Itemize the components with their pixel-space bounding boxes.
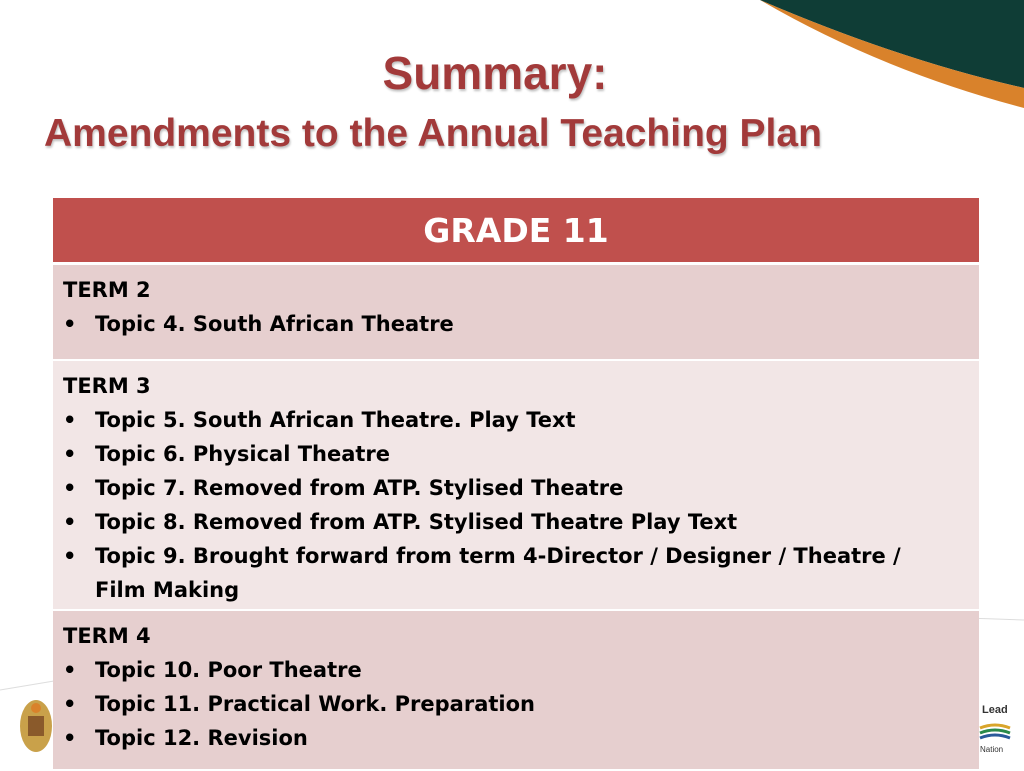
term-row-3 bbox=[53, 361, 979, 611]
topic-item bbox=[63, 307, 969, 341]
topic-text: Topic 8. Removed from ATP. Stylised Theatre Play Text bbox=[95, 510, 738, 534]
topic-item bbox=[63, 505, 969, 539]
topic-text: Topic 4. South African Theatre bbox=[95, 312, 454, 336]
bullet-icon: • bbox=[63, 658, 77, 682]
brand-logo-text-bottom: Nation bbox=[980, 745, 1004, 754]
topic-text: Topic 5. South African Theatre. Play Text bbox=[95, 408, 576, 432]
grade-header: GRADE 11 bbox=[53, 198, 979, 265]
term-row-4 bbox=[53, 611, 979, 771]
topic-text: Topic 10. Poor Theatre bbox=[95, 658, 362, 682]
slide-subtitle: Amendments to the Annual Teaching Plan bbox=[44, 112, 822, 155]
bullet-icon: • bbox=[63, 408, 77, 432]
topic-text: Topic 9. Brought forward from term 4-Director / Designer / Theatre / bbox=[95, 544, 901, 568]
topic-item bbox=[63, 687, 969, 721]
term-label: TERM 4 bbox=[63, 624, 151, 648]
bullet-icon: • bbox=[63, 442, 77, 466]
topic-item bbox=[63, 653, 969, 687]
topic-text: Topic 7. Removed from ATP. Stylised Theatre bbox=[95, 476, 624, 500]
topic-item bbox=[63, 471, 969, 505]
topic-text: Topic 11. Practical Work. Preparation bbox=[95, 692, 535, 716]
bullet-icon: • bbox=[63, 692, 77, 716]
term-label: TERM 2 bbox=[63, 278, 151, 302]
brand-logo-text-top: Lead bbox=[982, 704, 1008, 716]
term-row-2 bbox=[53, 265, 979, 361]
bullet-icon: • bbox=[63, 726, 77, 750]
topic-item bbox=[63, 403, 969, 437]
bullet-icon: • bbox=[63, 544, 77, 568]
grade-table bbox=[53, 198, 979, 771]
topic-item bbox=[63, 437, 969, 471]
topic-continuation bbox=[63, 573, 969, 607]
topic-text: Film Making bbox=[95, 578, 240, 602]
flag-stripes-logo bbox=[978, 722, 1012, 742]
topic-text: Topic 12. Revision bbox=[95, 726, 308, 750]
slide-title: Summary: bbox=[382, 47, 608, 99]
coat-of-arms-logo bbox=[18, 696, 54, 756]
term-label: TERM 3 bbox=[63, 374, 151, 398]
bullet-icon: • bbox=[63, 476, 77, 500]
topic-item bbox=[63, 721, 969, 755]
bullet-icon: • bbox=[63, 312, 77, 336]
topic-item bbox=[63, 539, 969, 573]
topic-text: Topic 6. Physical Theatre bbox=[95, 442, 391, 466]
bullet-icon: • bbox=[63, 510, 77, 534]
